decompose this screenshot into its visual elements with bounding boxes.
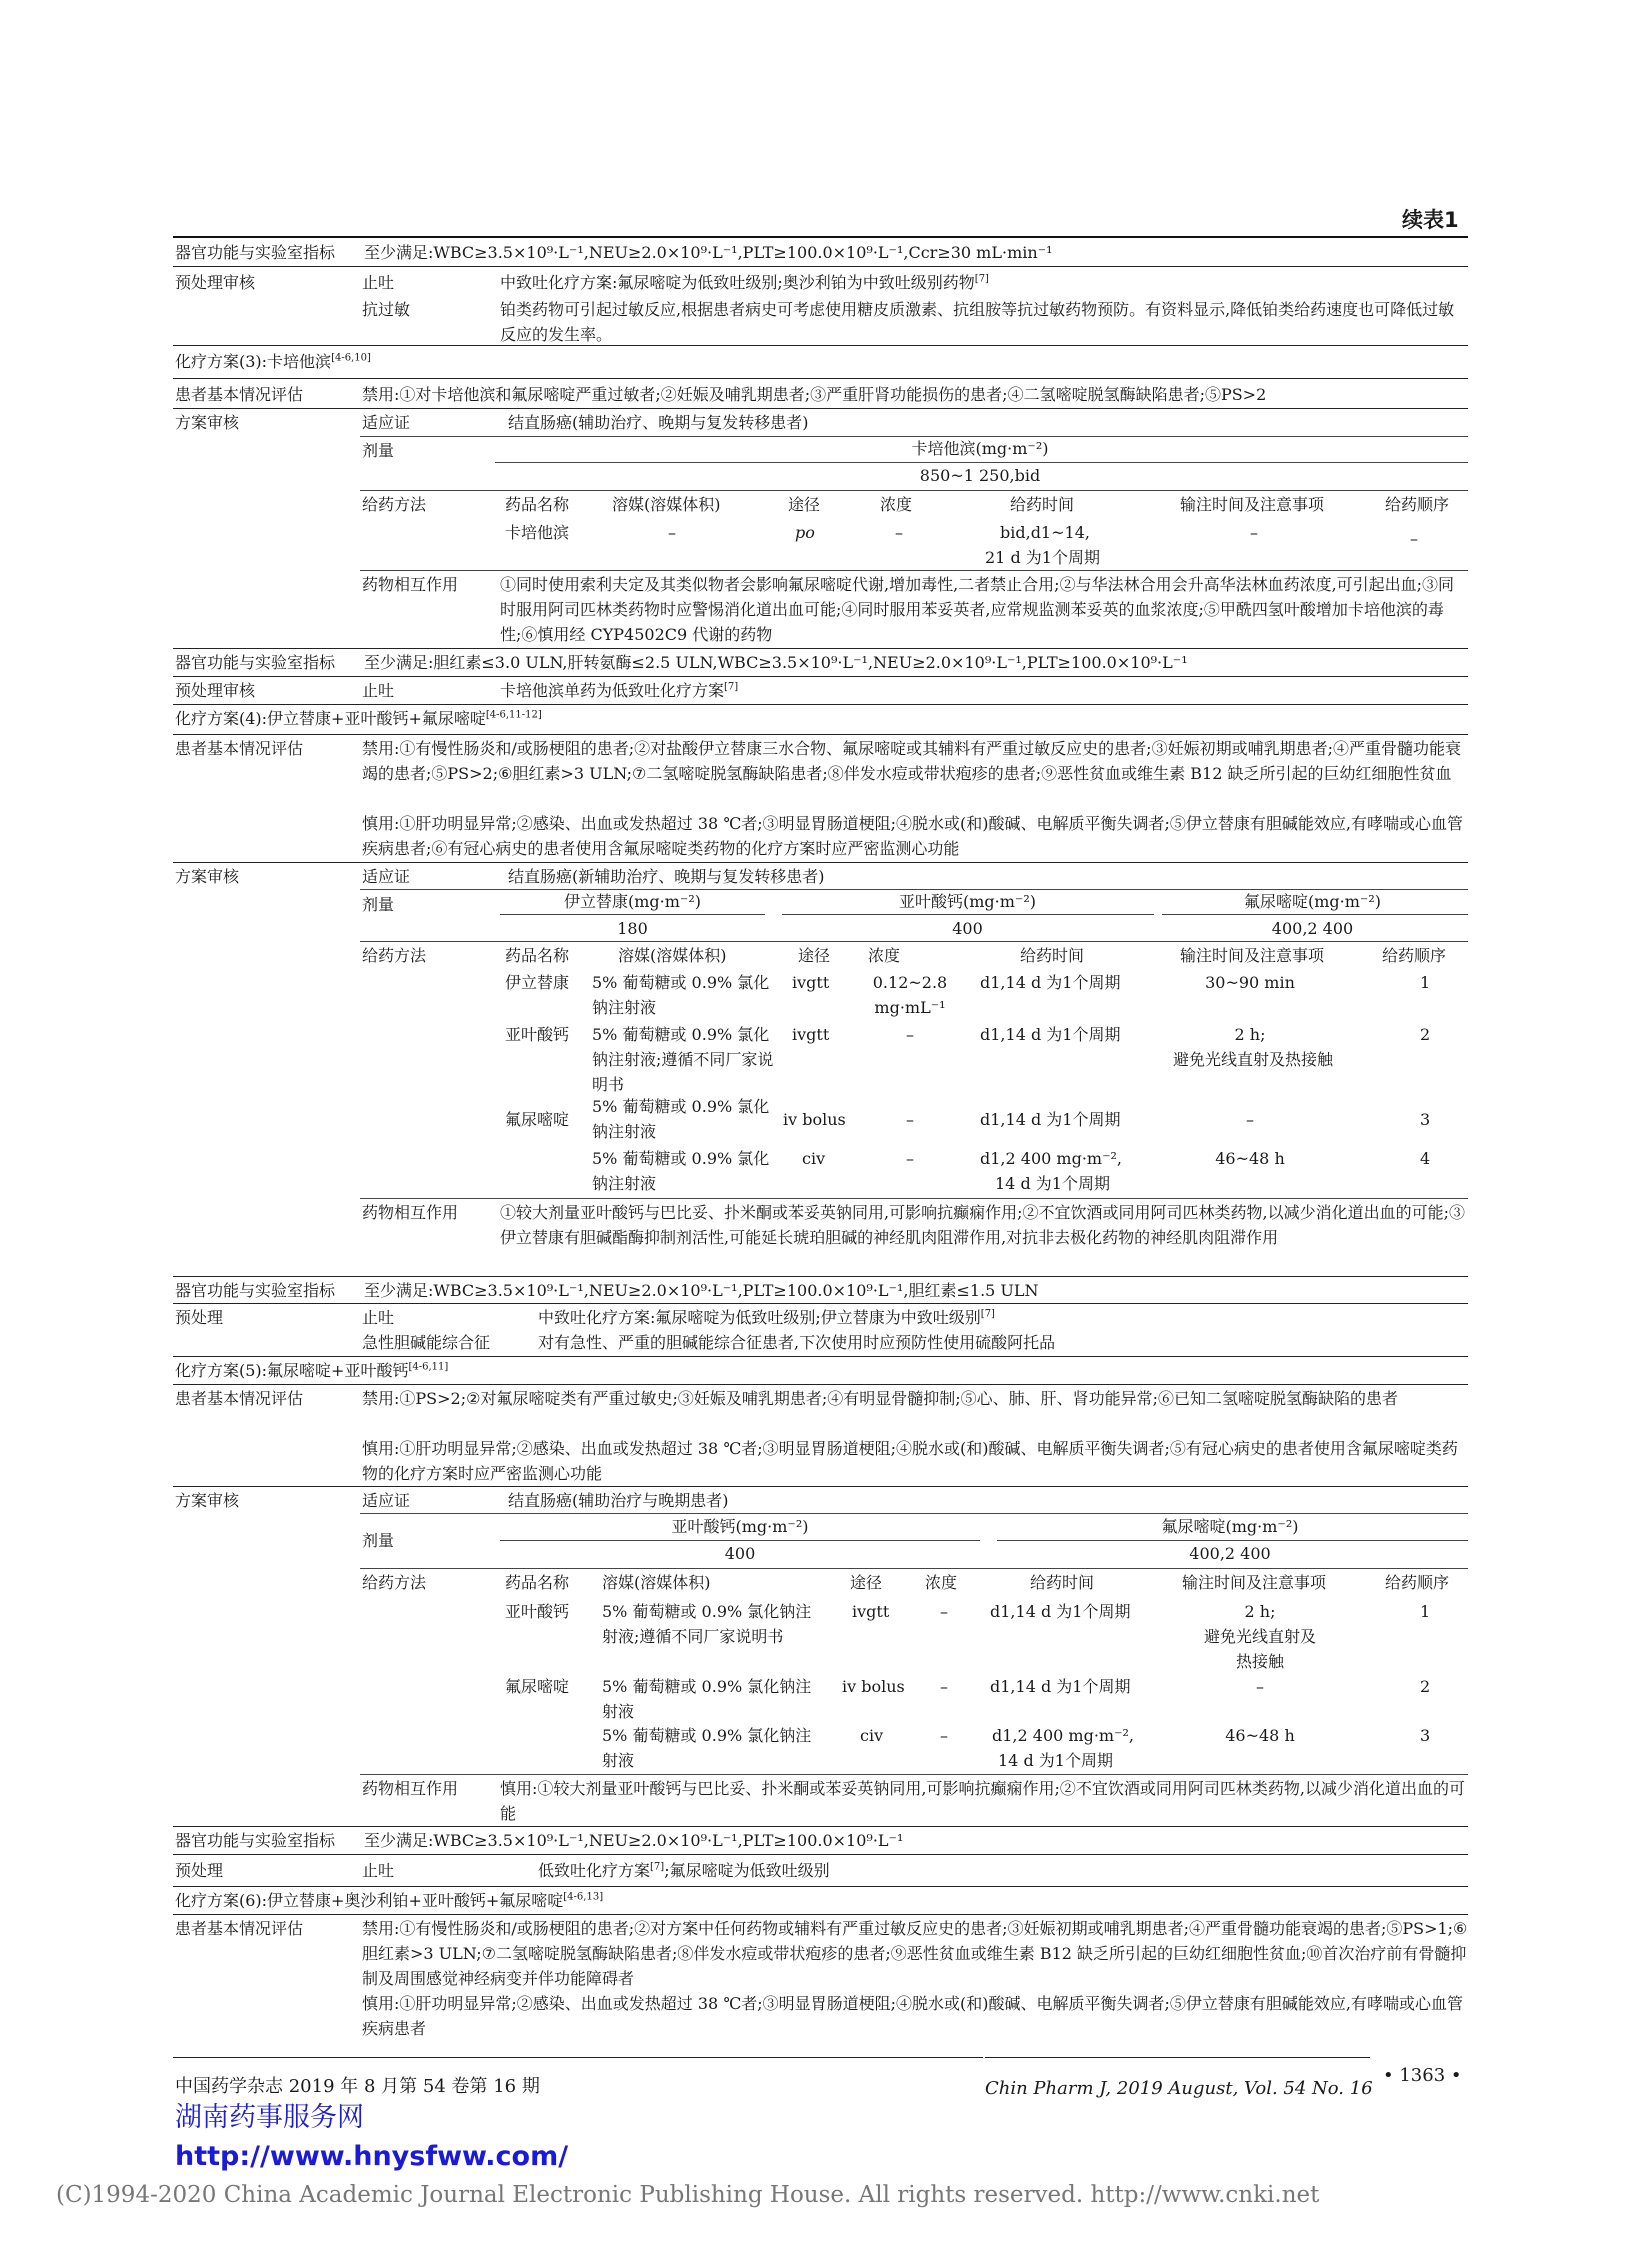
table-cell: 氟尿嘧啶 [505,1677,570,1696]
col-header: 溶媒(溶媒体积) [618,946,727,965]
sub-label: 止吐 [362,273,395,292]
plan-title: 化疗方案(4):伊立替康+亚叶酸钙+氟尿嘧啶[4-6,11-12] [175,709,542,728]
dose-header: 氟尿嘧啶(mg·m⁻²) [1243,892,1382,911]
table-cell: 2 [1420,1025,1431,1044]
sub-divider [360,1198,1468,1199]
table-cell: 5% 葡萄糖或 0.9% 氯化钠注射液;遵循不同厂家说明书 [602,1602,812,1646]
table-cell: 亚叶酸钙 [505,1602,570,1621]
dose-value: 850~1 250,bid [919,466,1041,485]
sub-value: 结直肠癌(辅助治疗、晚期与复发转移患者) [508,413,809,432]
table-cell: d1,2 400 mg·m⁻², [980,1149,1123,1168]
table-cell: 3 [1420,1110,1431,1129]
sub-label: 给药方法 [362,1573,427,1592]
row-divider [173,1886,1468,1887]
col-header: 药品名称 [505,495,570,514]
sub-value: 低致吐化疗方案[7];氟尿嘧啶为低致吐级别 [538,1861,830,1880]
sub-label: 药物相互作用 [362,1203,459,1222]
col-header: 输注时间及注意事项 [1180,495,1325,514]
table-cell: – [895,523,903,542]
table-cell: civ [860,1726,884,1745]
sub-label: 适应证 [362,413,411,432]
dose-header: 亚叶酸钙(mg·m⁻²) [898,892,1037,911]
caution-text: 慎用:①肝功明显异常;②感染、出血或发热超过 38 ℃者;③明显胃肠道梗阻;④脱水或(和)酸碱、电解质平衡失调者;⑤伊立替康有胆碱能效应,有哮喘或心血管疾病患者 [362,1994,1463,2038]
row-divider [173,378,1468,379]
col-header: 给药顺序 [1382,946,1447,965]
col-header: 输注时间及注意事项 [1180,946,1325,965]
table-cell: – [1256,1677,1264,1696]
table-cell: bid,d1~14, [1000,523,1090,542]
row-label: 预处理审核 [175,681,256,700]
page-number: • 1363 • [1383,2065,1462,2086]
col-header: 溶媒(溶媒体积) [602,1573,711,1592]
table-cell: 14 d 为1个周期 [998,1751,1113,1770]
sub-value: 铂类药物可引起过敏反应,根据患者病史可考虑使用糖皮质激素、抗组胺等抗过敏药物预防。有资料显示,降低铂类给药速度也可降低过敏反应的发生率。 [500,300,1455,344]
dose-header: 卡培他滨(mg·m⁻²) [911,439,1049,458]
table-cell: 46~48 h [1215,1149,1285,1168]
row-divider [173,1486,1468,1487]
sub-label: 药物相互作用 [362,575,459,594]
table-top-rule [173,236,1468,238]
row-label: 患者基本情况评估 [175,739,304,758]
table-cell: 亚叶酸钙 [505,1025,570,1044]
table-cell: ivgtt [852,1602,890,1621]
sub-divider [360,490,1468,491]
table-cell: 3 [1420,1726,1431,1745]
dose-header: 亚叶酸钙(mg·m⁻²) [671,1517,809,1536]
table-cell: 避免光线直射及热接触 [1173,1050,1334,1069]
sub-divider [360,1774,1468,1775]
plan-title: 化疗方案(5):氟尿嘧啶+亚叶酸钙[4-6,11] [175,1361,449,1380]
row-label: 预处理 [175,1308,224,1327]
row-divider [173,1826,1468,1827]
table-cell: 氟尿嘧啶 [505,1110,570,1129]
row-value: 至少满足:WBC≥3.5×10⁹·L⁻¹,NEU≥2.0×10⁹·L⁻¹,PLT≥100.0×10⁹·L⁻¹ [364,1831,904,1850]
table-cell: d1,14 d 为1个周期 [980,1110,1121,1129]
dose-rule [782,914,1154,915]
col-header: 途径 [798,946,831,965]
row-value: 至少满足:WBC≥3.5×10⁹·L⁻¹,NEU≥2.0×10⁹·L⁻¹,PLT≥100.0×10⁹·L⁻¹,胆红素≤1.5 ULN [364,1281,1039,1300]
row-label: 患者基本情况评估 [175,385,304,404]
sub-value: 慎用:①较大剂量亚叶酸钙与巴比妥、扑米酮或苯妥英钠同用,可影响抗癫痫作用;②不宜饮酒或同用阿司匹林类药物,以减少消化道出血的可能 [500,1779,1465,1823]
row-label: 患者基本情况评估 [175,1919,304,1938]
row-label: 器官功能与实验室指标 [175,653,336,672]
col-header: 浓度 [925,1573,958,1592]
footer-rule [985,2057,1370,2058]
dose-header: 伊立替康(mg·m⁻²) [563,892,702,911]
sub-label: 给药方法 [362,946,427,965]
table-cell: po [795,523,815,542]
row-label: 患者基本情况评估 [175,1389,304,1408]
row-label: 预处理审核 [175,273,256,292]
col-header: 溶媒(溶媒体积) [612,495,721,514]
sub-label: 急性胆碱能综合征 [362,1333,491,1352]
sub-value: 结直肠癌(新辅助治疗、晚期与复发转移患者) [508,867,825,886]
row-divider [173,1303,1468,1304]
journal-en: Chin Pharm J, 2019 August, Vol. 54 No. 16 [985,2078,1373,2099]
table-cell: – [1410,529,1418,548]
row-value: 至少满足:胆红素≤3.0 ULN,肝转氨酶≤2.5 ULN,WBC≥3.5×10⁹·L⁻¹,NEU≥2.0×10⁹·L⁻¹,PLT≥100.0×10⁹·L⁻¹ [364,653,1188,672]
table-cell: d1,2 400 mg·m⁻², [992,1726,1135,1745]
table-cell: 5% 葡萄糖或 0.9% 氯化钠注射液 [602,1677,812,1721]
col-header: 给药顺序 [1385,495,1450,514]
col-header: 药品名称 [505,946,570,965]
sub-divider [360,570,1468,571]
table-cell: d1,14 d 为1个周期 [990,1677,1131,1696]
table-cell: 5% 葡萄糖或 0.9% 氯化钠注射液 [592,1149,770,1193]
row-divider [173,1276,1468,1277]
table-cell: 热接触 [1235,1652,1284,1671]
row-divider [173,676,1468,677]
table-cell: d1,14 d 为1个周期 [990,1602,1131,1621]
col-header: 给药时间 [1010,495,1075,514]
plan-title: 化疗方案(6):伊立替康+奥沙利铂+亚叶酸钙+氟尿嘧啶[4-6,13] [175,1891,604,1910]
sub-value: 结直肠癌(辅助治疗与晚期患者) [508,1491,729,1510]
sub-label: 剂量 [362,895,395,914]
row-divider [173,1384,1468,1385]
dose-value: 180 [617,919,648,938]
table-cell: civ [802,1149,826,1168]
row-divider [173,734,1468,735]
col-header: 输注时间及注意事项 [1182,1573,1327,1592]
table-cell: iv bolus [783,1110,846,1129]
sub-value: 中致吐化疗方案:氟尿嘧啶为低致吐级别;奥沙利铂为中致吐级别药物[7] [500,273,989,292]
caution-text: 慎用:①肝功明显异常;②感染、出血或发热超过 38 ℃者;③明显胃肠道梗阻;④脱水或(和)酸碱、电解质平衡失调者;⑤伊立替康有胆碱能效应,有哮喘或心血管疾病患者;⑥有冠心病史的患者使用含氟尿嘧啶类药物的化疗方案时应严密监测心功能 [362,814,1463,858]
sub-value: 对有急性、严重的胆碱能综合征患者,下次使用时应预防性使用硫酸阿托品 [538,1333,1056,1352]
table-cell: 5% 葡萄糖或 0.9% 氯化钠注射液 [592,1097,770,1141]
table-cell: – [906,1110,914,1129]
forbid-text: 禁用:①PS>2;②对氟尿嘧啶类有严重过敏史;③妊娠及哺乳期患者;④有明显骨髓抑制;⑤心、肺、肝、肾功能异常;⑥已知二氢嘧啶脱氢酶缺陷的患者 [362,1389,1399,1408]
dose-rule [1162,914,1468,915]
col-header: 给药时间 [1020,946,1085,965]
sub-label: 适应证 [362,1491,411,1510]
dose-value: 400 [952,919,983,938]
col-header: 给药时间 [1030,1573,1095,1592]
row-value: 禁用:①对卡培他滨和氟尿嘧啶严重过敏者;②妊娠及哺乳期患者;③严重肝肾功能损伤的患者;④二氢嘧啶脱氢酶缺陷患者;⑤PS>2 [362,385,1267,404]
table-cell: 21 d 为1个周期 [985,548,1100,567]
row-divider [173,648,1468,649]
sub-divider [360,941,1468,942]
sub-label: 止吐 [362,681,395,700]
dose-value: 400,2 400 [1189,1544,1271,1563]
table-cell: – [940,1677,948,1696]
table-cell: 30~90 min [1205,973,1295,992]
table-cell: 伊立替康 [505,973,570,992]
col-header: 途径 [850,1573,883,1592]
table-cell: 4 [1420,1149,1431,1168]
table-cell: 避免光线直射及 [1203,1627,1316,1646]
table-cell: – [906,1025,914,1044]
dose-value: 400,2 400 [1271,919,1354,938]
row-label: 预处理 [175,1861,224,1880]
table-cell: d1,14 d 为1个周期 [980,1025,1121,1044]
row-divider [173,408,1468,409]
col-header: 给药顺序 [1385,1573,1450,1592]
dose-header: 氟尿嘧啶(mg·m⁻²) [1161,1517,1299,1536]
row-label: 方案审核 [175,1491,240,1510]
table-cell: ivgtt [792,1025,830,1044]
watermark-url[interactable]: http://www.hnysfww.com/ [175,2141,569,2172]
table-cell: 5% 葡萄糖或 0.9% 氯化钠注射液 [602,1726,812,1770]
row-divider [173,862,1468,863]
table-cell: ivgtt [792,973,830,992]
copyright-line: (C)1994-2020 China Academic Journal Electronic Publishing House. All rights reserved. http://www.cnki.net [56,2182,1320,2208]
col-header: 药品名称 [505,1573,570,1592]
table-cell: – [940,1726,948,1745]
table-cell: 2 [1420,1677,1431,1696]
sub-label: 止吐 [362,1861,395,1880]
table-cell: 1 [1420,1602,1431,1621]
row-value: 至少满足:WBC≥3.5×10⁹·L⁻¹,NEU≥2.0×10⁹·L⁻¹,PLT≥100.0×10⁹·L⁻¹,Ccr≥30 mL·min⁻¹ [364,243,1053,262]
sub-label: 剂量 [362,441,395,460]
table-cell: d1,14 d 为1个周期 [980,973,1121,992]
journal-cn: 中国药学杂志 2019 年 8 月第 54 卷第 16 期 [175,2076,540,2097]
table-cell: 5% 葡萄糖或 0.9% 氯化钠注射液;遵循不同厂家说明书 [592,1025,774,1094]
table-cell: 2 h; [1234,1025,1266,1044]
row-label: 器官功能与实验室指标 [175,1281,336,1300]
table-cell: 14 d 为1个周期 [995,1174,1110,1193]
sub-label: 抗过敏 [362,300,411,319]
table-cell: – [1246,1110,1254,1129]
sub-divider [360,1568,1468,1569]
plan-title: 化疗方案(3):卡培他滨[4-6,10] [175,352,371,371]
table-cell: – [906,1149,914,1168]
sub-label: 止吐 [362,1308,395,1327]
dose-rule [500,914,765,915]
table-cell: 卡培他滨 [505,523,570,542]
sub-label: 给药方法 [362,495,427,514]
dose-value: 400 [724,1544,756,1563]
table-cell: – [668,523,676,542]
sub-value: 卡培他滨单药为低致吐化疗方案[7] [500,681,739,700]
row-divider [173,345,1468,346]
row-divider [173,704,1468,705]
table-cell: – [1250,523,1258,542]
table-cell: iv bolus [842,1677,905,1696]
row-divider [173,1914,1468,1915]
table-cell: 0.12~2.8 mg·mL⁻¹ [872,973,948,1017]
footer-rule [173,2057,983,2058]
row-divider [173,1854,1468,1855]
sub-label: 药物相互作用 [362,1779,459,1798]
table-cell: 1 [1420,973,1431,992]
row-divider [173,1356,1468,1357]
col-header: 浓度 [880,495,913,514]
table-cell: 2 h; [1244,1602,1276,1621]
sub-value: 中致吐化疗方案:氟尿嘧啶为低致吐级别;伊立替康为中致吐级别[7] [538,1308,995,1327]
col-header: 浓度 [868,946,901,965]
table-cell: 5% 葡萄糖或 0.9% 氯化钠注射液 [592,973,770,1017]
row-label: 方案审核 [175,867,240,886]
row-label: 器官功能与实验室指标 [175,1831,336,1850]
table-caption: 续表1 [1402,208,1459,232]
forbid-text: 禁用:①有慢性肠炎和/或肠梗阻的患者;②对盐酸伊立替康三水合物、氟尿嘧啶或其辅料有严重过敏反应史的患者;③妊娠初期或哺乳期患者;④严重骨髓功能衰竭的患者;⑤PS>2;⑥胆红素>3 ULN;⑦二氢嘧啶脱氢酶缺陷患者;⑧伴发水痘或带状疱疹的患者;⑨恶性贫血或维生素 B12 缺乏所引起的巨幼红细胞性贫血 [362,739,1461,783]
table-cell: 46~48 h [1225,1726,1295,1745]
sub-value: ①同时使用索利夫定及其类似物者会影响氟尿嘧啶代谢,增加毒性,二者禁止合用;②与华法林合用会升高华法林血药浓度,可引起出血;③同时服用阿司匹林类药物时应警惕消化道出血可能;④同时服用苯妥英者,应常规监测苯妥英的血浆浓度;⑤甲酰四氢叶酸增加卡培他滨的毒性;⑥慎用经 CYP4502C9 代谢的药物 [500,575,1455,644]
forbid-text: 禁用:①有慢性肠炎和/或肠梗阻的患者;②对方案中任何药物或辅料有严重过敏反应史的患者;③妊娠初期或哺乳期患者;④严重骨髓功能衰竭的患者;⑤PS>1;⑥胆红素>3 ULN;⑦二氢嘧啶脱氢酶缺陷患者;⑧伴发水痘或带状疱疹的患者;⑨恶性贫血或维生素 B12 缺乏所引起的巨幼红细胞性贫血;⑩首次治疗前有骨髓抑制及周围感觉神经病变并伴功能障碍者 [362,1919,1468,1988]
sub-label: 适应证 [362,867,411,886]
sub-label: 剂量 [362,1531,395,1550]
watermark-site-name: 湖南药事服务网 [175,2102,364,2133]
row-label: 器官功能与实验室指标 [175,243,336,262]
col-header: 途径 [788,495,821,514]
sub-value: ①较大剂量亚叶酸钙与巴比妥、扑米酮或苯妥英钠同用,可影响抗癫痫作用;②不宜饮酒或同用阿司匹林类药物,以减少消化道出血的可能;③伊立替康有胆碱酯酶抑制剂活性,可能延长琥珀胆碱的神经肌肉阻滞作用,对抗非去极化药物的神经肌肉阻滞作用 [500,1203,1465,1247]
caution-text: 慎用:①肝功明显异常;②感染、出血或发热超过 38 ℃者;③明显胃肠道梗阻;④脱水或(和)酸碱、电解质平衡失调者;⑤有冠心病史的患者使用含氟尿嘧啶类药物的化疗方案时应严密监测心功能 [362,1439,1458,1483]
row-label: 方案审核 [175,413,240,432]
table-cell: – [940,1602,948,1621]
row-divider [173,266,1468,267]
